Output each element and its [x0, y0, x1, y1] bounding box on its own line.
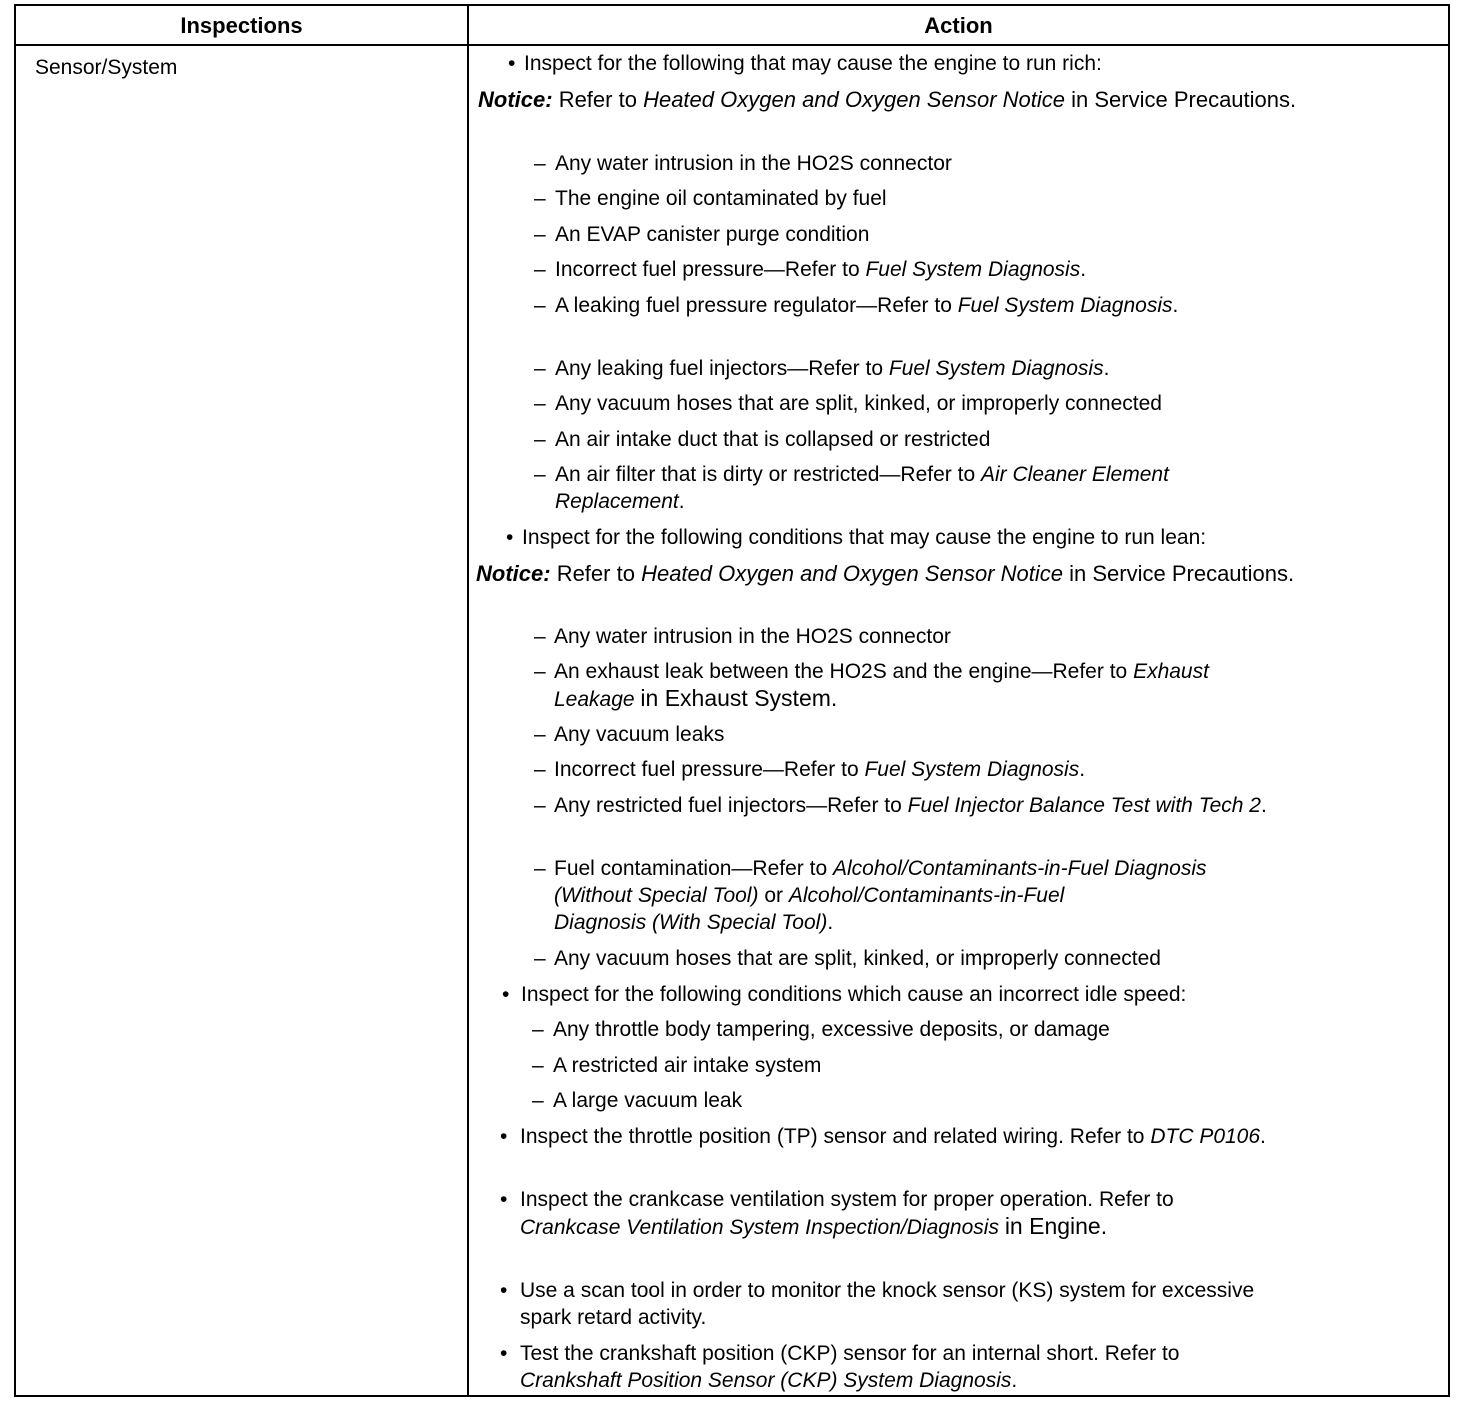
bullet-icon: • — [502, 983, 510, 1006]
rich-oil: The engine oil contaminated by fuel — [555, 187, 887, 210]
column-divider — [467, 6, 469, 1395]
header-divider — [16, 44, 1448, 46]
bullet-icon: • — [500, 1125, 508, 1148]
contam-link-3: Diagnosis (With Special Tool) — [554, 911, 828, 934]
bullet-ckp: Test the crankshaft position (CKP) sensor for an internal short. Refer to — [520, 1342, 1180, 1365]
contam-link-2a: (Without Special Tool) — [554, 884, 759, 907]
bullet-icon: • — [500, 1279, 508, 1302]
bullet-tp-text: Inspect the throttle position (TP) sensor and related wiring. Refer to — [520, 1125, 1145, 1148]
notice-line-1 — [478, 86, 1296, 113]
notice-pre: Refer to — [556, 561, 635, 586]
lean-exhaust-text: An exhaust leak between the HO2S and the engine—Refer to — [554, 660, 1128, 683]
rich-filter-cont: Replacement. — [555, 490, 685, 513]
notice-pre: Refer to — [558, 87, 637, 112]
injector-test-link: Fuel Injector Balance Test with Tech 2 — [907, 794, 1261, 817]
bullet-ks-1: Use a scan tool in order to monitor the knock sensor (KS) system for excessive — [520, 1279, 1255, 1302]
bullet-idle: Inspect for the following conditions which cause an incorrect idle speed: — [521, 983, 1187, 1006]
lean-vacleaks: Any vacuum leaks — [554, 723, 725, 746]
bullet-ks-2: spark retard activity. — [520, 1306, 707, 1329]
rich-pressure: Incorrect fuel pressure—Refer to Fuel System Diagnosis. — [555, 258, 1087, 281]
bullet-ckp-cont: Crankshaft Position Sensor (CKP) System Diagnosis. — [520, 1369, 1018, 1392]
rich-water: Any water intrusion in the HO2S connector — [555, 152, 952, 175]
dash-icon: – — [534, 758, 546, 781]
lean-pressure-text: Incorrect fuel pressure—Refer to — [554, 758, 859, 781]
lean-injectors: Any restricted fuel injectors—Refer to Fuel Injector Balance Test with Tech 2. — [554, 794, 1267, 817]
dash-icon: – — [532, 1054, 544, 1077]
notice-label: Notice: — [476, 561, 551, 586]
lean-vacuum: Any vacuum hoses that are split, kinked, or improperly connected — [554, 947, 1161, 970]
notice-post: in Service Precautions. — [1069, 561, 1295, 586]
dash-icon: – — [534, 258, 546, 281]
dash-icon: – — [534, 794, 546, 817]
bullet-rich: Inspect for the following that may cause the engine to run rich: — [524, 52, 1102, 75]
dash-icon: – — [534, 625, 546, 648]
header-action: Action — [924, 13, 993, 38]
rich-vacuum: Any vacuum hoses that are split, kinked, or improperly connected — [555, 392, 1162, 415]
lean-pressure: Incorrect fuel pressure—Refer to Fuel System Diagnosis. — [554, 758, 1086, 781]
header-inspections: Inspections — [180, 13, 303, 38]
idle-intake: A restricted air intake system — [553, 1054, 822, 1077]
dash-icon: – — [534, 463, 546, 486]
rich-regulator: A leaking fuel pressure regulator—Refer to Fuel System Diagnosis. — [555, 294, 1179, 317]
exhaust-post: in Exhaust System. — [640, 685, 838, 711]
notice-italic: Heated Oxygen and Oxygen Sensor Notice — [643, 87, 1065, 112]
air-cleaner-link-1: Air Cleaner Element — [980, 463, 1169, 486]
lean-water: Any water intrusion in the HO2S connector — [554, 625, 951, 648]
bullet-crankcase: Inspect the crankcase ventilation system for proper operation. Refer to — [520, 1188, 1174, 1211]
rich-filter — [555, 461, 1169, 488]
lean-exhaust — [554, 658, 1209, 685]
ckp-link: Crankshaft Position Sensor (CKP) System Diagnosis — [520, 1369, 1012, 1392]
fuel-system-link: Fuel System Diagnosis — [888, 357, 1104, 380]
dash-icon: – — [534, 857, 546, 880]
bullet-icon: • — [500, 1342, 508, 1365]
bullet-icon: • — [500, 1188, 508, 1211]
notice-post: in Service Precautions. — [1071, 87, 1297, 112]
contam-link-1: Alcohol/Contaminants-in-Fuel Diagnosis — [832, 857, 1207, 880]
exhaust-link-1: Exhaust — [1133, 660, 1209, 683]
rich-injectors: Any leaking fuel injectors—Refer to Fuel System Diagnosis. — [555, 357, 1110, 380]
bullet-icon: • — [506, 526, 514, 549]
lean-contam-cont-2: Diagnosis (With Special Tool). — [554, 911, 834, 934]
lean-contam-text: Fuel contamination—Refer to — [554, 857, 828, 880]
idle-throttle: Any throttle body tampering, excessive deposits, or damage — [553, 1018, 1110, 1041]
lean-contam-cont — [554, 882, 1064, 909]
bullet-icon: • — [508, 52, 516, 75]
fuel-system-link: Fuel System Diagnosis — [865, 258, 1081, 281]
dash-icon: – — [534, 947, 546, 970]
rich-pressure-text: Incorrect fuel pressure—Refer to — [555, 258, 860, 281]
rich-regulator-text: A leaking fuel pressure regulator—Refer to — [555, 294, 952, 317]
crankcase-link: Crankcase Ventilation System Inspection/Diagnosis — [520, 1216, 999, 1239]
dash-icon: – — [534, 187, 546, 210]
contam-or: or — [764, 884, 783, 907]
dash-icon: – — [534, 660, 546, 683]
bullet-crankcase-cont — [520, 1213, 1107, 1241]
fuel-system-link: Fuel System Diagnosis — [864, 758, 1080, 781]
dash-icon: – — [534, 294, 546, 317]
crankcase-post: in Engine. — [1004, 1213, 1108, 1239]
rich-injectors-text: Any leaking fuel injectors—Refer to — [555, 357, 883, 380]
dash-icon: – — [534, 357, 546, 380]
inspection-cell: Sensor/System — [35, 56, 178, 79]
lean-contam — [554, 855, 1207, 882]
bullet-tp: Inspect the throttle position (TP) sensor and related wiring. Refer to DTC P0106. — [520, 1125, 1266, 1148]
contam-link-2b: Alcohol/Contaminants-in-Fuel — [788, 884, 1065, 907]
dash-icon: – — [532, 1018, 544, 1041]
notice-line-2 — [476, 560, 1294, 587]
lean-injectors-text: Any restricted fuel injectors—Refer to — [554, 794, 902, 817]
dash-icon: – — [534, 152, 546, 175]
dash-icon: – — [534, 392, 546, 415]
lean-exhaust-cont — [554, 685, 837, 713]
tp-dtc-link: DTC P0106 — [1150, 1125, 1261, 1148]
dash-icon: – — [534, 223, 546, 246]
idle-vacuum: A large vacuum leak — [553, 1089, 743, 1112]
dash-icon: – — [532, 1089, 544, 1112]
exhaust-link-2: Leakage — [554, 688, 635, 711]
air-cleaner-link-2: Replacement — [555, 490, 679, 513]
bullet-lean: Inspect for the following conditions that may cause the engine to run lean: — [522, 526, 1207, 549]
dash-icon: – — [534, 428, 546, 451]
rich-filter-text: An air filter that is dirty or restricted—Refer to — [555, 463, 976, 486]
dash-icon: – — [534, 723, 546, 746]
rich-evap: An EVAP canister purge condition — [555, 223, 870, 246]
fuel-system-link: Fuel System Diagnosis — [957, 294, 1173, 317]
notice-italic: Heated Oxygen and Oxygen Sensor Notice — [641, 561, 1063, 586]
notice-label: Notice: — [478, 87, 553, 112]
rich-intake: An air intake duct that is collapsed or restricted — [555, 428, 991, 451]
